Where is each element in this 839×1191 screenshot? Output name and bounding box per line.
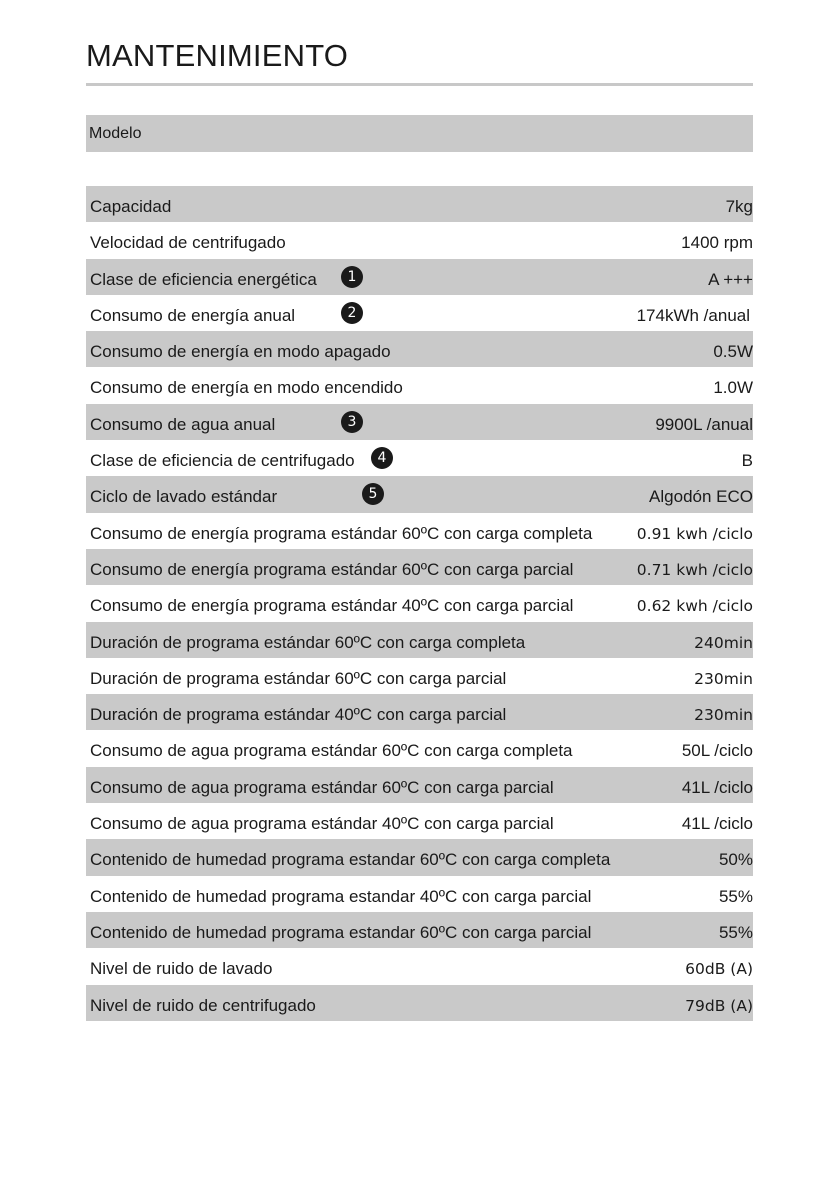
spec-value: 0.5W [713,342,753,362]
spec-row-annual-water [86,404,753,440]
spec-row-water-60-partial [86,767,753,803]
spec-row-spin-noise [86,985,753,1021]
spec-label: Consumo de agua programa estándar 40ºC con carga parcial [90,814,554,834]
spec-row-annual-energy [86,295,753,331]
spec-label: Capacidad [90,197,172,216]
spec-row-energy-60-partial [86,549,753,585]
page-title: MANTENIMIENTO [86,38,349,73]
spec-value: 240min [694,633,753,652]
spec-row-energy-class [86,259,753,295]
spec-value: 1.0W [713,378,753,398]
spec-value: 174kWh /anual [636,305,750,325]
spec-value: Algodón ECO [649,487,753,507]
spec-value: B [741,451,753,471]
spec-row-on-mode-power [86,367,753,403]
footnote-badge-4: 4 [371,447,393,469]
spec-row-water-60-full [86,730,753,766]
spec-value: A +++ [708,269,753,289]
spec-label: Ciclo de lavado estándar [90,487,278,507]
spec-label: Nivel de ruido de centrifugado [90,995,316,1015]
spec-value: 41L /ciclo [681,814,753,834]
spec-value: 41L /ciclo [681,777,753,797]
spec-value: 79dB (A) [685,996,753,1015]
spec-row-duration-40-partial [86,694,753,730]
model-row [86,115,753,152]
spec-label: Consumo de energía programa estándar 40ºC con carga parcial [90,596,574,616]
spec-value: 55% [718,922,753,942]
spec-value: 0.62 kwh /ciclo [636,597,753,616]
spec-row-off-mode-power [86,331,753,367]
spec-value: 60dB (A) [685,960,753,979]
spec-label: Consumo de agua programa estándar 60ºC con carga completa [90,741,573,761]
spec-label: Consumo de energía en modo encendido [90,378,403,398]
footnote-badge-2: 2 [341,302,363,324]
spec-row-capacity [86,186,753,222]
spec-label: Contenido de humedad programa estandar 60ºC con carga completa [90,850,611,870]
spec-label: Nivel de ruido de lavado [90,959,273,979]
spec-row-water-40-partial [86,803,753,839]
spec-row-moisture-60-full [86,839,753,875]
spec-row-standard-cycle [86,476,753,512]
spec-value: 7kg [725,197,753,216]
spec-row-energy-40-partial [86,585,753,621]
spec-value: 0.91 kwh /ciclo [636,524,753,543]
spec-label: Duración de programa estándar 60ºC con carga parcial [90,668,507,688]
spec-value: 50% [718,850,753,870]
spec-table [86,186,753,1021]
spec-label: Consumo de agua anual [90,414,276,434]
model-label: Modelo [89,125,142,142]
footnote-badge-1: 1 [341,266,363,288]
spec-value: 0.71 kwh /ciclo [636,560,753,579]
spec-value: 230min [694,669,753,688]
spec-row-energy-60-full [86,513,753,549]
spec-label: Consumo de energía en modo apagado [90,342,391,362]
spec-label: Consumo de energía programa estándar 60ºC con carga parcial [90,559,574,579]
spec-label: Consumo de agua programa estándar 60ºC con carga parcial [90,777,554,797]
spec-row-duration-60-full [86,622,753,658]
footnote-badge-5: 5 [362,483,384,505]
spec-row-duration-60-partial [86,658,753,694]
spec-label: Velocidad de centrifugado [90,233,286,253]
footnote-badge-3: 3 [341,411,363,433]
spec-row-spin-speed [86,222,753,258]
spec-label: Clase de eficiencia de centrifugado [90,451,355,471]
spec-row-spin-class [86,440,753,476]
spec-label: Duración de programa estándar 40ºC con carga parcial [90,705,507,725]
spec-label: Contenido de humedad programa estandar 40ºC con carga parcial [90,886,592,906]
spec-value: 1400 rpm [681,233,753,253]
spec-label: Consumo de energía programa estándar 60ºC con carga completa [90,523,593,543]
spec-value: 50L /ciclo [681,741,753,761]
spec-row-moisture-40-partial [86,876,753,912]
spec-label: Clase de eficiencia energética [90,269,317,289]
spec-value: 55% [718,886,753,906]
spec-row-wash-noise [86,948,753,984]
spec-label: Duración de programa estándar 60ºC con carga completa [90,632,526,652]
spec-value: 230min [694,706,753,725]
spec-label: Consumo de energía anual [90,305,296,325]
spec-value: 9900L /anual [655,414,753,434]
title-divider [86,83,753,86]
spec-row-moisture-60-partial [86,912,753,948]
spec-label: Contenido de humedad programa estandar 60ºC con carga parcial [90,922,592,942]
